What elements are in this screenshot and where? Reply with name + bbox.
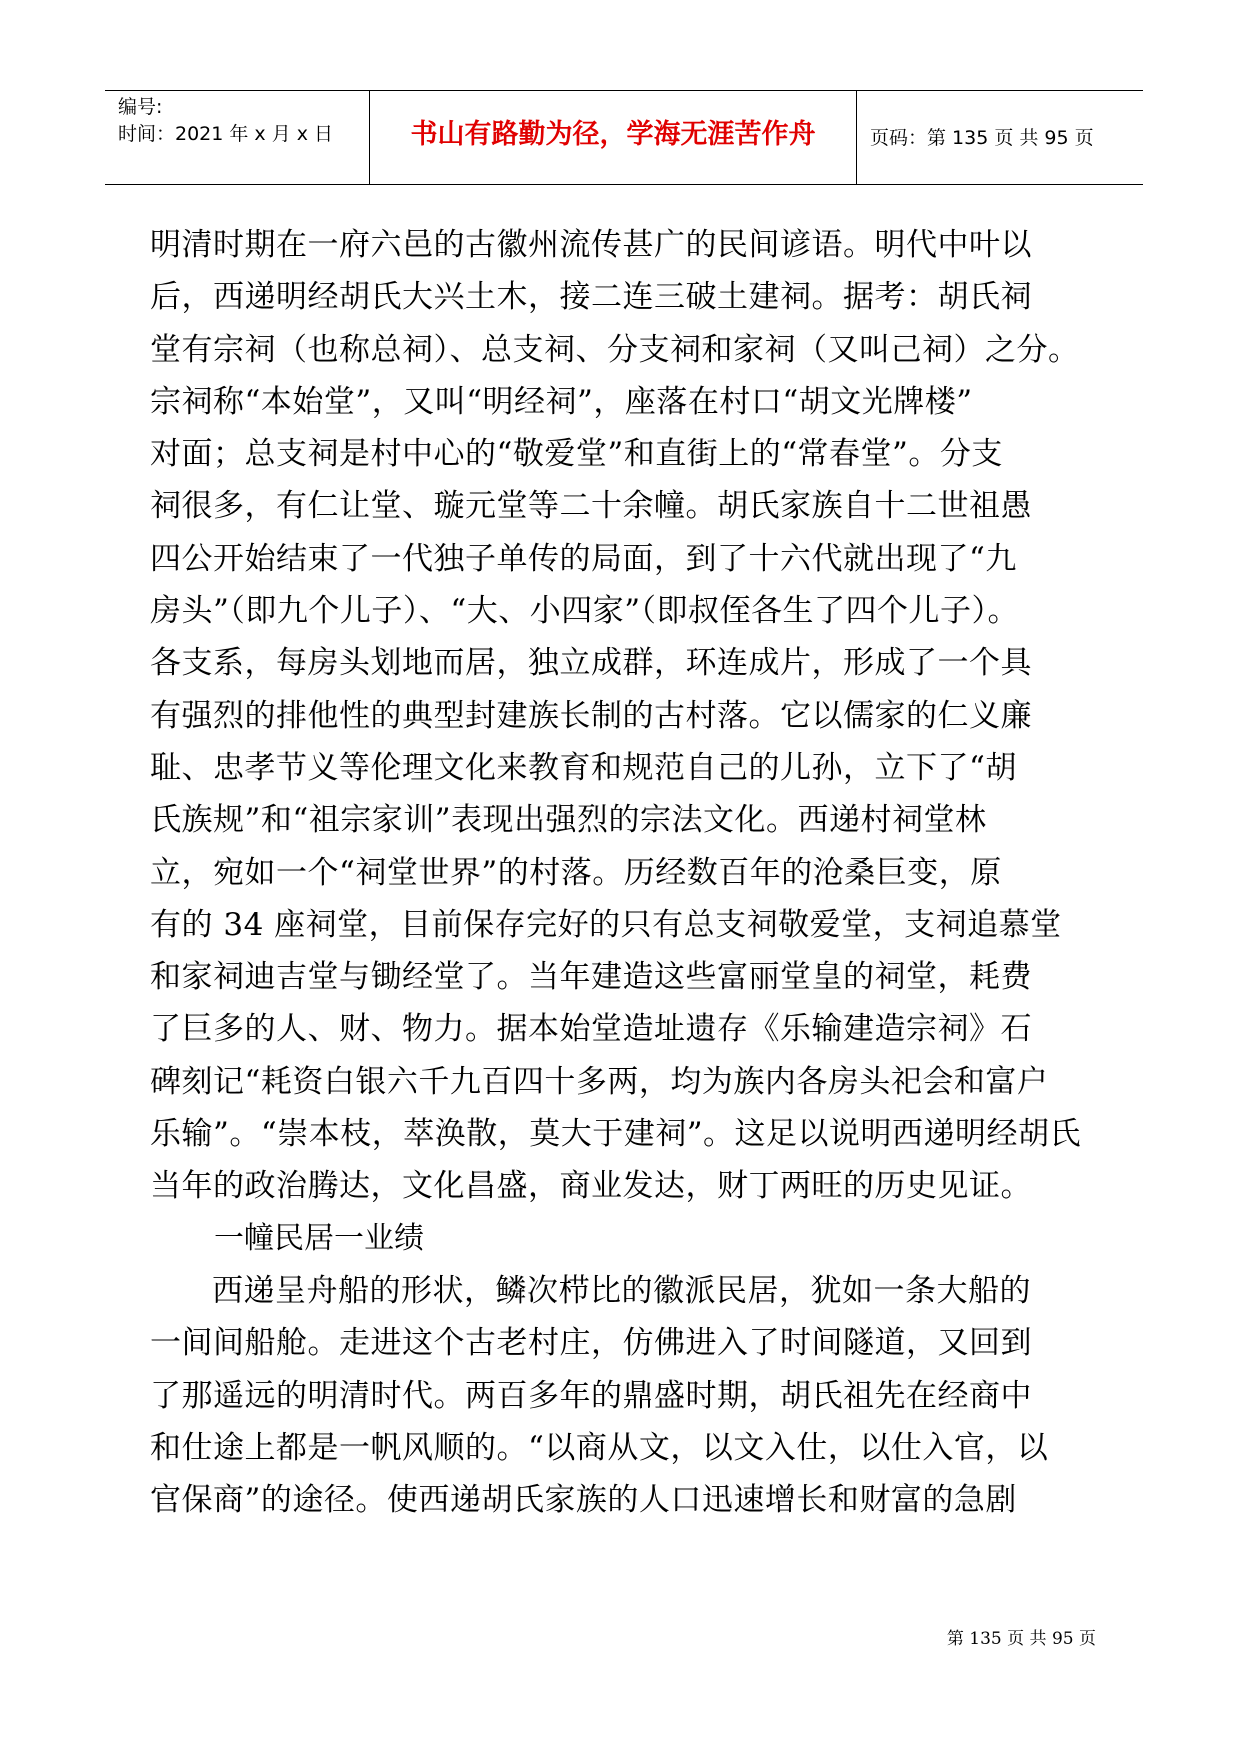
text-line: 耻、忠孝节义等伦理文化来教育和规范自己的儿孙，立下了“胡 xyxy=(150,749,1017,786)
header-right-cell xyxy=(857,91,1143,184)
footer-page-info: 第 135 页 共 95 页 xyxy=(946,1629,1096,1649)
text-line: 立，宛如一个“祠堂世界”的村落。历经数百年的沧桑巨变，原 xyxy=(150,854,1002,891)
text-line: 了那遥远的明清时代。两百多年的鼎盛时期，胡氏祖先在经商中 xyxy=(150,1377,1032,1414)
text-line: 祠很多，有仁让堂、璇元堂等二十余幢。胡氏家族自十二世祖愚 xyxy=(150,488,1032,525)
text-line: 有强烈的排他性的典型封建族长制的古村落。它以儒家的仁义廉 xyxy=(150,697,1032,734)
text-line: 堂有宗祠（也称总祠）、总支祠、分支祠和家祠（又叫己祠）之分。 xyxy=(150,331,1080,368)
text-line: 碑刻记“耗资白银六千九百四十多两，均为族内各房头祀会和富户 xyxy=(150,1063,1049,1100)
motto: 书山有路勤为径，学海无涯苦作舟 xyxy=(410,119,816,150)
section-heading: 一幢民居一业绩 xyxy=(214,1220,424,1256)
text-line: 和家祠迪吉堂与锄经堂了。当年建造这些富丽堂皇的祠堂，耗费 xyxy=(150,959,1032,996)
text-line: 明清时期在一府六邑的古徽州流传甚广的民间谚语。明代中叶以 xyxy=(150,227,1032,263)
code-label: 编号: xyxy=(118,96,163,118)
text-line: 宗祠称“本始堂”，又叫“明经祠”，座落在村口“胡文光牌楼” xyxy=(150,383,973,420)
text-line: 对面；总支祠是村中心的“敬爱堂”和直街上的“常春堂”。分支 xyxy=(150,436,1003,473)
text-line: 氏族规”和“祖宗家训”表现出强烈的宗法文化。西递村祠堂林 xyxy=(150,802,987,839)
text-line: 后，西递明经胡氏大兴土木，接二连三破土建祠。据考：胡氏祠 xyxy=(150,279,1032,316)
text-line: 房头”（即九个儿子）、“大、小四家”（即叔侄各生了四个儿子）。 xyxy=(150,593,1020,630)
header-left-cell xyxy=(105,91,370,184)
text-line: 有的 34 座祠堂，目前保存完好的只有总支祠敬爱堂，支祠追慕堂 xyxy=(150,906,1062,943)
time-label: 时间：2021 年 x 月 x 日 xyxy=(118,123,334,145)
text-line: 西递呈舟船的形状，鳞次栉比的徽派民居，犹如一条大船的 xyxy=(212,1272,1031,1309)
document-header xyxy=(105,90,1143,185)
text-line: 当年的政治腾达，文化昌盛，商业发达，财丁两旺的历史见证。 xyxy=(150,1168,1032,1205)
text-line: 乐输”。“崇本枝，萃涣散，莫大于建祠”。这足以说明西递明经胡氏 xyxy=(150,1116,1082,1153)
text-line: 各支系，每房头划地而居，独立成群，环连成片，形成了一个具 xyxy=(150,645,1032,682)
header-page-info: 页码：第 135 页 共 95 页 xyxy=(870,127,1094,149)
body-text xyxy=(150,219,1110,1526)
text-line: 四公开始结束了一代独子单传的局面，到了十六代就出现了“九 xyxy=(150,540,1017,577)
text-line: 和仕途上都是一帆风顺的。“以商从文，以文入仕，以仕入官，以 xyxy=(150,1429,1049,1466)
text-line: 官保商”的途径。使西递胡氏家族的人口迅速增长和财富的急剧 xyxy=(150,1482,1017,1519)
text-line: 一间间船舱。走进这个古老村庄，仿佛进入了时间隧道，又回到 xyxy=(150,1325,1032,1362)
header-motto-cell xyxy=(370,91,857,184)
text-line: 了巨多的人、财、物力。据本始堂造址遗存《乐输建造宗祠》石 xyxy=(150,1011,1032,1048)
